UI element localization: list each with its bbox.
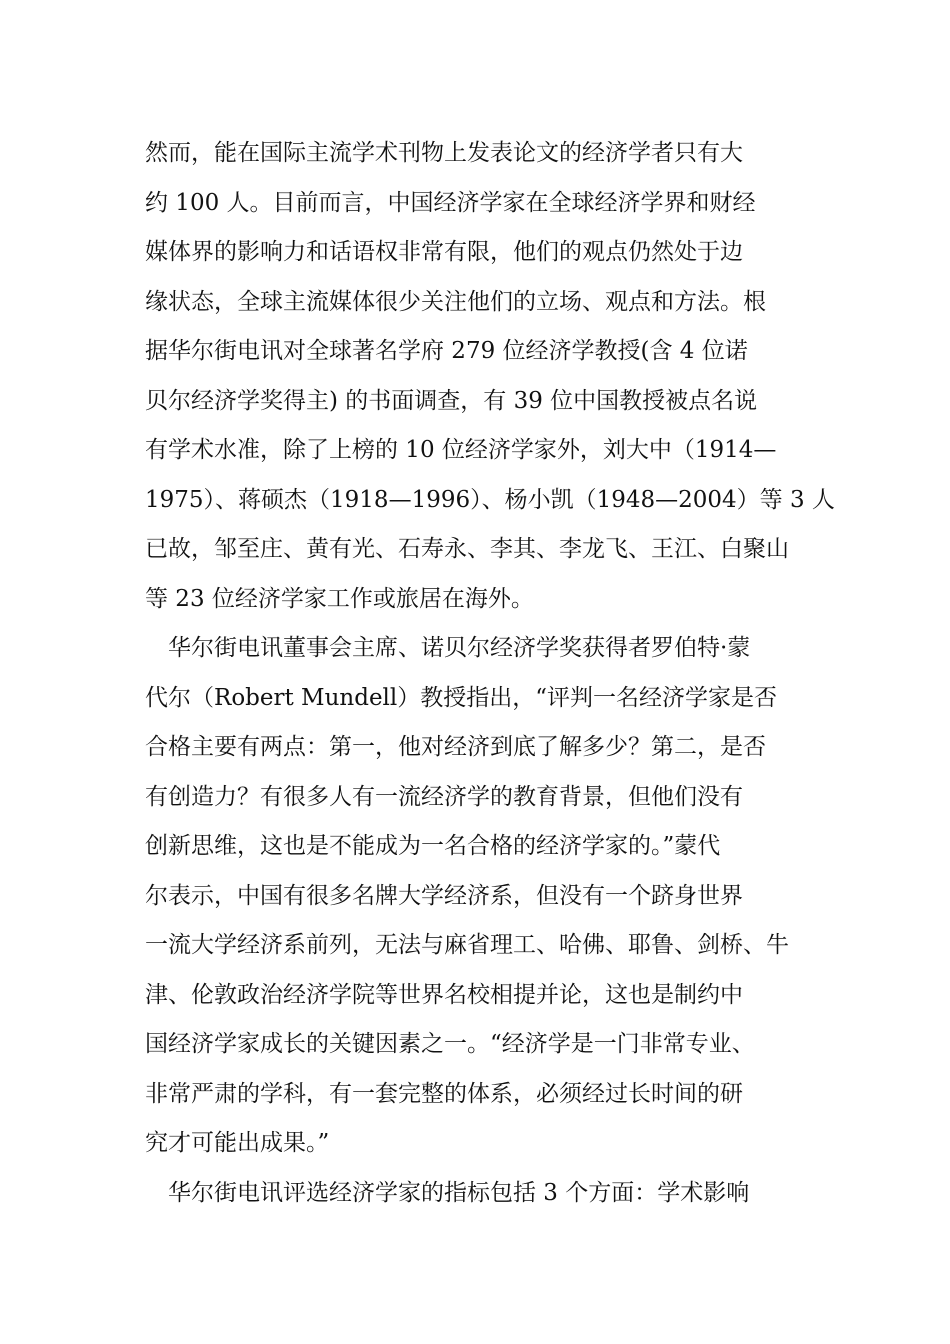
body-text	[145, 129, 835, 1218]
text-line: 究才可能出成果。”	[145, 1130, 330, 1156]
text-line: 华尔街电讯董事会主席、诺贝尔经济学奖获得者罗伯特·蒙	[145, 635, 751, 661]
text-line: 1975）、蒋硕杰（1918—1996）、杨小凯（1948—2004）等 3 人	[145, 486, 835, 513]
text-line: 代尔（Robert Mundell）教授指出，“评判一名经济学家是否	[145, 684, 778, 711]
text-line: 等 23 位经济学家工作或旅居在海外。	[145, 585, 534, 612]
text-line: 贝尔经济学奖得主) 的书面调查，有 39 位中国教授被点名说	[145, 387, 758, 414]
text-line: 津、伦敦政治经济学院等世界名校相提并论，这也是制约中	[145, 981, 743, 1008]
text-line: 一流大学经济系前列，无法与麻省理工、哈佛、耶鲁、剑桥、牛	[145, 932, 789, 958]
text-line: 创新思维，这也是不能成为一名合格的经济学家的。”蒙代	[145, 833, 721, 859]
text-line: 华尔街电讯评选经济学家的指标包括 3 个方面：学术影响	[145, 1179, 750, 1206]
text-line: 约 100 人。目前而言，中国经济学家在全球经济学界和财经	[145, 189, 756, 216]
text-line: 媒体界的影响力和话语权非常有限，他们的观点仍然处于边	[145, 239, 743, 265]
text-line: 非常严肃的学科，有一套完整的体系，必须经过长时间的研	[145, 1080, 743, 1107]
text-line: 有创造力？有很多人有一流经济学的教育背景，但他们没有	[145, 783, 743, 810]
text-line: 国经济学家成长的关键因素之一。“经济学是一门非常专业、	[145, 1031, 755, 1057]
text-line: 尔表示，中国有很多名牌大学经济系，但没有一个跻身世界	[145, 882, 743, 909]
text-line: 已故，邹至庄、黄有光、石寿永、李其、李龙飞、王江、白聚山	[145, 536, 789, 562]
text-line: 合格主要有两点：第一，他对经济到底了解多少？第二，是否	[145, 734, 766, 760]
text-line: 据华尔街电讯对全球著名学府 279 位经济学教授(含 4 位诺	[145, 338, 748, 364]
text-line: 然而，能在国际主流学术刊物上发表论文的经济学者只有大	[145, 140, 743, 166]
text-line: 有学术水准，除了上榜的 10 位经济学家外，刘大中（1914—	[145, 437, 777, 463]
text-line: 缘状态，全球主流媒体很少关注他们的立场、观点和方法。根	[145, 288, 766, 315]
